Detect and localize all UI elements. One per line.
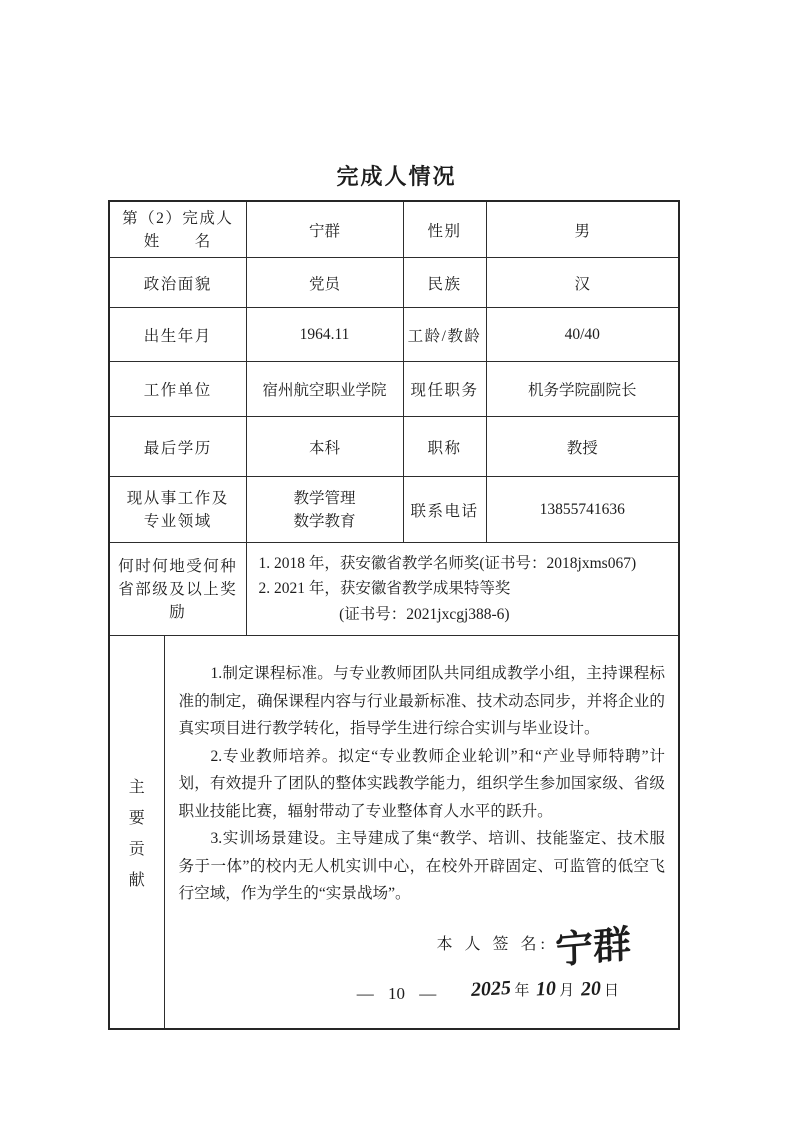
completer-name-label: 第（2）完成人 姓 名 <box>109 201 246 258</box>
contribution-paragraph: 1.制定课程标准。与专业教师团队共同组成教学小组，主持课程标准的制定，确保课程内容与行业最新标准、技术动态同步，并将企业的真实项目进行教学转化，指导学生进行综合实训与毕业设计。 <box>178 665 666 737</box>
education-label: 最后学历 <box>109 417 246 477</box>
contact-phone-label: 联系电话 <box>403 477 486 543</box>
award-line: 2. 2021 年，获安徽省教学成果特等奖 <box>258 580 511 598</box>
completer-info-table <box>108 200 680 1030</box>
signature-date-day: 20 <box>580 976 602 1001</box>
work-field-label: 现从事工作及 专业领域 <box>109 477 246 543</box>
political-status-label: 政治面貌 <box>109 258 246 308</box>
contributions-label: 主 要 贡 献 <box>109 636 164 1030</box>
signature-date-month: 10 <box>535 976 557 1001</box>
completer-name-value: 宁群 <box>246 201 403 258</box>
professional-title-label: 职称 <box>403 417 486 477</box>
current-position-value: 机务学院副院长 <box>486 362 679 417</box>
award-line: (证书号：2021jxcgj388-6) <box>339 605 510 623</box>
contributions-content <box>164 636 679 1030</box>
signature-date-year: 2025 <box>470 976 512 1001</box>
signature-handwriting: 宁群 <box>554 923 632 972</box>
contribution-paragraph: 3.实训场景建设。主导建成了集“教学、培训、技能鉴定、技术服务于一体”的校内无人机实训中心，在校外开辟固定、可监管的低空飞行空域，作为学生的“实景战场”。 <box>178 830 666 902</box>
award-line: 1. 2018 年，获安徽省教学名师奖(证书号：2018jxms067) <box>258 554 637 572</box>
political-status-value: 党员 <box>246 258 403 308</box>
work-unit-label: 工作单位 <box>109 362 246 417</box>
page-title: 完成人情况 <box>336 164 457 189</box>
education-value: 本科 <box>246 417 403 477</box>
table-row <box>109 477 679 543</box>
seniority-value: 40/40 <box>486 308 679 362</box>
ethnicity-value: 汉 <box>486 258 679 308</box>
work-unit-value: 宿州航空职业学院 <box>246 362 403 417</box>
signature-date: 2025 年 10 月 20 日 <box>470 976 620 1001</box>
birth-date-label: 出生年月 <box>109 308 246 362</box>
table-row <box>109 362 679 417</box>
signature-row <box>179 923 666 972</box>
ethnicity-label: 民族 <box>403 258 486 308</box>
table-row <box>109 308 679 362</box>
page-number: — 10 — <box>356 984 437 1003</box>
table-row <box>109 417 679 477</box>
contact-phone-value: 13855741636 <box>486 477 679 543</box>
contributions-row <box>109 636 679 1030</box>
table-row <box>109 258 679 308</box>
contribution-paragraph: 2.专业教师培养。拟定“专业教师企业轮训”和“产业导师特聘”计划，有效提升了团队的整体实践教学能力，组织学生参加国家级、省级职业技能比赛，辐射带动了专业整体育人水平的跃升。 <box>178 747 666 820</box>
seniority-label: 工龄/教龄 <box>403 308 486 362</box>
gender-value: 男 <box>486 201 679 258</box>
work-field-value: 教学管理 数学教育 <box>246 477 403 543</box>
table-row <box>109 201 679 258</box>
birth-date-value: 1964.11 <box>246 308 403 362</box>
awards-content <box>246 543 679 636</box>
current-position-label: 现任职务 <box>403 362 486 417</box>
signature-label: 本 人 签 名: <box>436 936 549 953</box>
professional-title-value: 教授 <box>486 417 679 477</box>
awards-label: 何时何地受何种 省部级及以上奖励 <box>109 543 246 636</box>
gender-label: 性别 <box>403 201 486 258</box>
awards-row <box>109 543 679 636</box>
